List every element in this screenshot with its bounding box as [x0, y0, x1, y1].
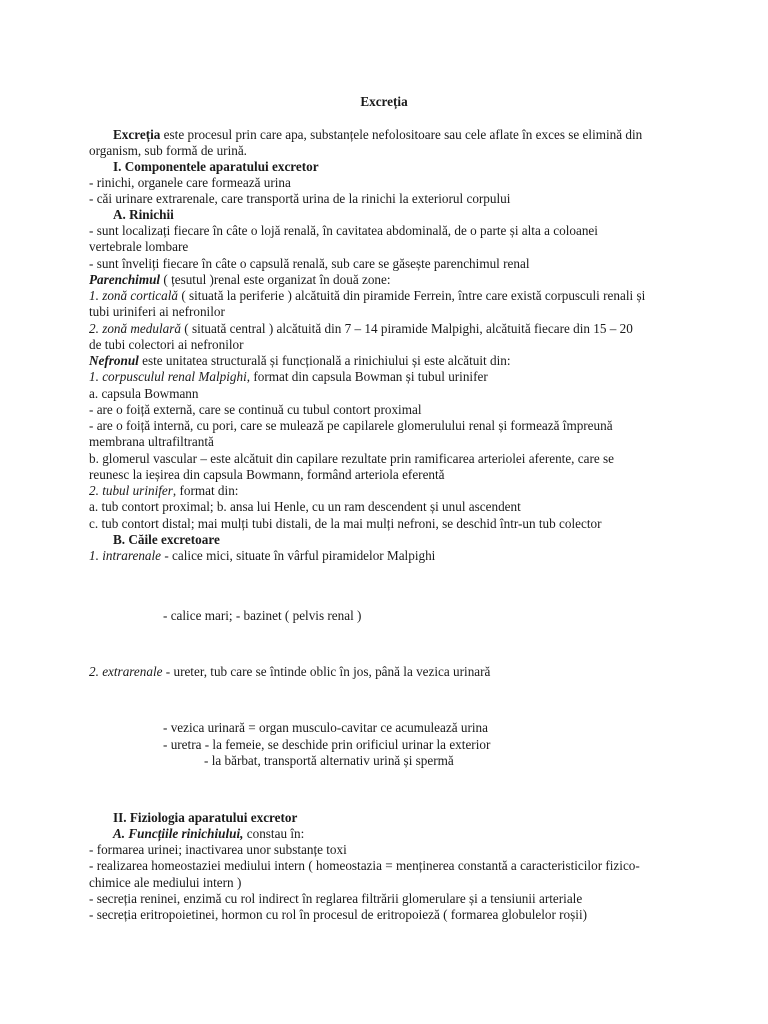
corpuscul-line-6: reunesc la ieșirea din capsula Bowmann, formând arteriola eferentă — [89, 467, 445, 482]
zona-medulara-label: 2. zonă medulară — [89, 321, 181, 336]
intrarenale-line — [89, 548, 688, 564]
rinichii-line-1: - sunt localizați fiecare în câte o lojă renală, în cavitatea abdominală, de o parte și alta a coloanei — [89, 223, 598, 238]
intro-line-1 — [113, 127, 688, 143]
uretra-line-2: - la bărbat, transportă alternativ urină și spermă — [204, 753, 454, 768]
zona-corticala-text: ( situată la periferie ) alcătuită din piramide Ferrein, între care există corpusculi renali și — [178, 288, 646, 303]
section1-item-1: - rinichi, organele care formează urina — [89, 175, 291, 190]
nefron-line — [89, 353, 688, 369]
intro-term: Excreția — [113, 127, 161, 142]
zona-corticala-label: 1. zonă corticală — [89, 288, 179, 303]
tub-line — [89, 483, 688, 499]
zona-corticala-line-1 — [89, 288, 688, 304]
document-title: Excreția — [360, 94, 408, 109]
corpuscul-label: 1. corpusculul renal Malpighi — [89, 369, 247, 384]
corpuscul-line-5: b. glomerul vascular – este alcătuit din capilare rezultate prin ramificarea arteriolei aferente, care se — [89, 451, 615, 466]
section2-heading: II. Fiziologia aparatului excretor — [113, 810, 298, 825]
nefron-term: Nefronul — [89, 353, 139, 368]
corpuscul-line-1: a. capsula Bowmann — [89, 386, 199, 401]
rinichii-line-3: - sunt înveliți fiecare în câte o capsulă renală, sub care se găsește parenchimul renal — [89, 256, 530, 271]
zona-medulara-text: ( situată central ) alcătuită din 7 – 14 piramide Malpighi, alcătuită fiecare din 15 – 20 — [180, 321, 633, 336]
section2-line-3: chimice ale mediului intern ) — [89, 875, 242, 890]
zona-corticala-line-2: tubi uriniferi ai nefronilor — [89, 304, 225, 319]
extrarenale-text: - ureter, tub care se întinde oblic în jos, până la vezica urinară — [162, 664, 491, 679]
uretra-line-1: - uretra - la femeie, se deschide prin orificiul urinar la exterior — [163, 737, 491, 752]
intrarenale-text: - calice mici, situate în vârful piramidelor Malpighi — [161, 548, 436, 563]
intrarenale-label: 1. intrarenale — [89, 548, 162, 563]
functii-label: A. Funcțiile rinichiului, — [113, 826, 244, 841]
section2-line-2: - realizarea homeostaziei mediului intern ( homeostazia = menținerea constantă a caracteristicilor fizico- — [89, 858, 640, 873]
section2-line-1: - formarea urinei; inactivarea unor substanțe toxi — [89, 842, 347, 857]
functii-text: constau în: — [243, 826, 305, 841]
section2-line-4: - secreția reninei, enzimă cu rol indirect în reglarea filtrării glomerulare și a tensiunii arteriale — [89, 891, 583, 906]
intro-line-2: organism, sub formă de urină. — [89, 143, 247, 158]
extrarenale-line — [89, 664, 688, 680]
vezica-line: - vezica urinară = organ musculo-cavitar ce acumulează urina — [163, 720, 488, 735]
parenchim-line — [89, 272, 688, 288]
corpuscul-line — [89, 369, 688, 385]
section2-line-5: - secreția eritropoietinei, hormon cu rol în procesul de eritropoieză ( formarea globulelor roșii) — [89, 907, 588, 922]
functii-line — [113, 826, 688, 842]
extrarenale-label: 2. extrarenale — [89, 664, 163, 679]
corpuscul-line-4: membrana ultrafiltrantă — [89, 434, 214, 449]
rinichii-line-2: vertebrale lombare — [89, 239, 189, 254]
nefron-text: este unitatea structurală și funcțională a rinichiului și este alcătuit din: — [138, 353, 511, 368]
tub-text: , format din: — [172, 483, 239, 498]
tub-label: 2. tubul urinifer — [89, 483, 173, 498]
tub-line-1: a. tub contort proximal; b. ansa lui Henle, cu un ram descendent și unul ascendent — [89, 499, 521, 514]
parenchim-text: ( țesutul )renal este organizat în două zone: — [160, 272, 391, 287]
corpuscul-line-3: - are o foiță internă, cu pori, care se mulează pe capilarele glomerulului renal și formează împreună — [89, 418, 613, 433]
zona-medulara-line-1 — [89, 321, 688, 337]
parenchim-term: Parenchimul — [89, 272, 161, 287]
intro-text-1: este procesul prin care apa, substanțele nefolositoare sau cele aflate în exces se elimină din — [160, 127, 643, 142]
section1-item-2: - căi urinare extrarenale, care transportă urina de la rinichi la exteriorul corpului — [89, 191, 511, 206]
zona-medulara-line-2: de tubi colectori ai nefronilor — [89, 337, 244, 352]
cai-heading: B. Căile excretoare — [113, 532, 220, 547]
section1-heading: I. Componentele aparatului excretor — [113, 159, 319, 174]
calice-mari-line: - calice mari; - bazinet ( pelvis renal ) — [163, 608, 362, 623]
corpuscul-text: , format din capsula Bowman și tubul urinifer — [246, 369, 488, 384]
corpuscul-line-2: - are o foiță externă, care se continuă cu tubul contort proximal — [89, 402, 422, 417]
tub-line-2: c. tub contort distal; mai mulți tubi distali, de la mai mulți nefroni, se deschid într-un tub colector — [89, 516, 602, 531]
rinichii-heading: A. Rinichii — [113, 207, 174, 222]
